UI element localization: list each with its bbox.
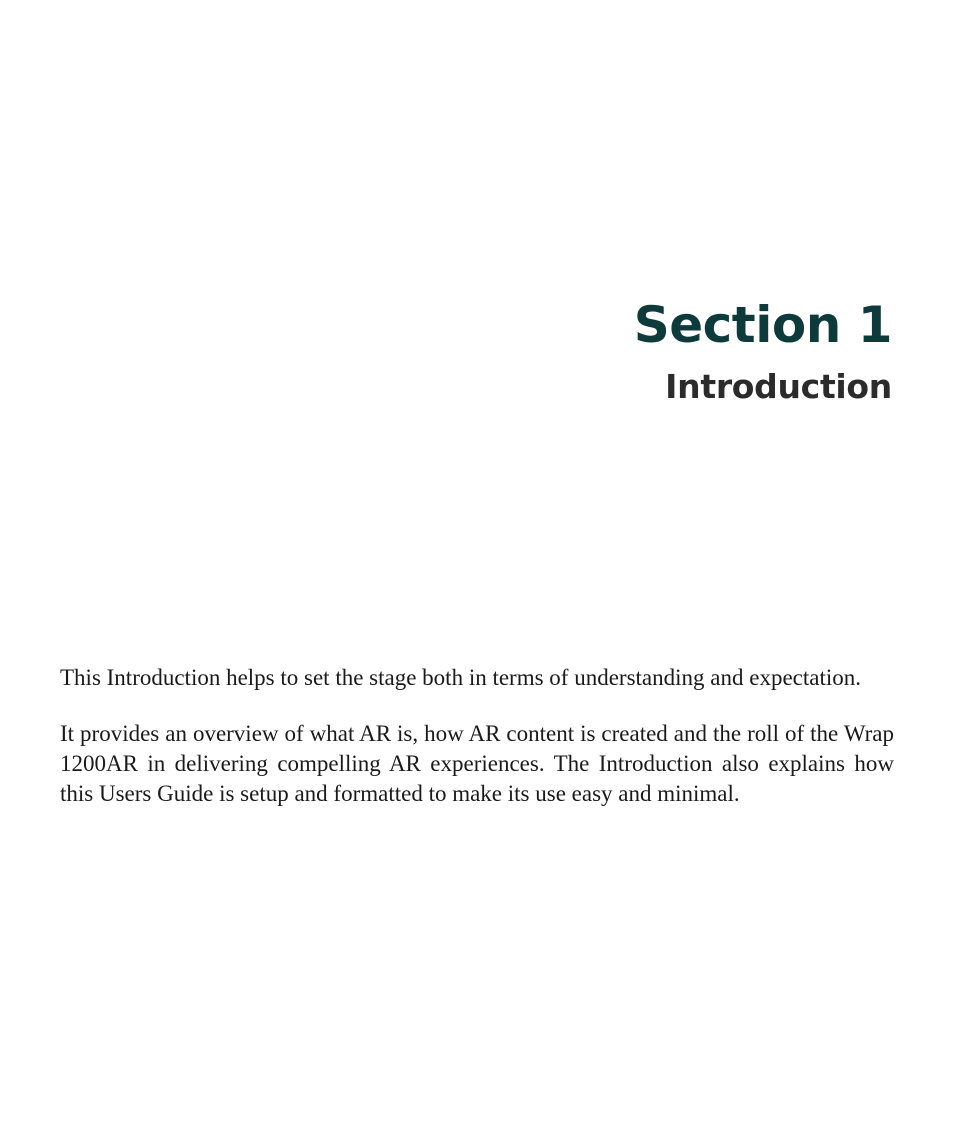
section-heading — [634, 290, 892, 414]
section-title: Introduction — [665, 367, 892, 406]
paragraph: This Introduction helps to set the stage both in terms of understanding and expectation. — [60, 665, 861, 690]
paragraph: It provides an overview of what AR is, how AR content is created and the roll of the Wrap 1200AR in delivering compelling AR experiences. The Introduction also explains how this Users Guide is setup and formatted to make its use easy and minimal. — [60, 721, 894, 806]
section-number: Section 1 — [633, 296, 892, 354]
body-text — [60, 663, 894, 835]
